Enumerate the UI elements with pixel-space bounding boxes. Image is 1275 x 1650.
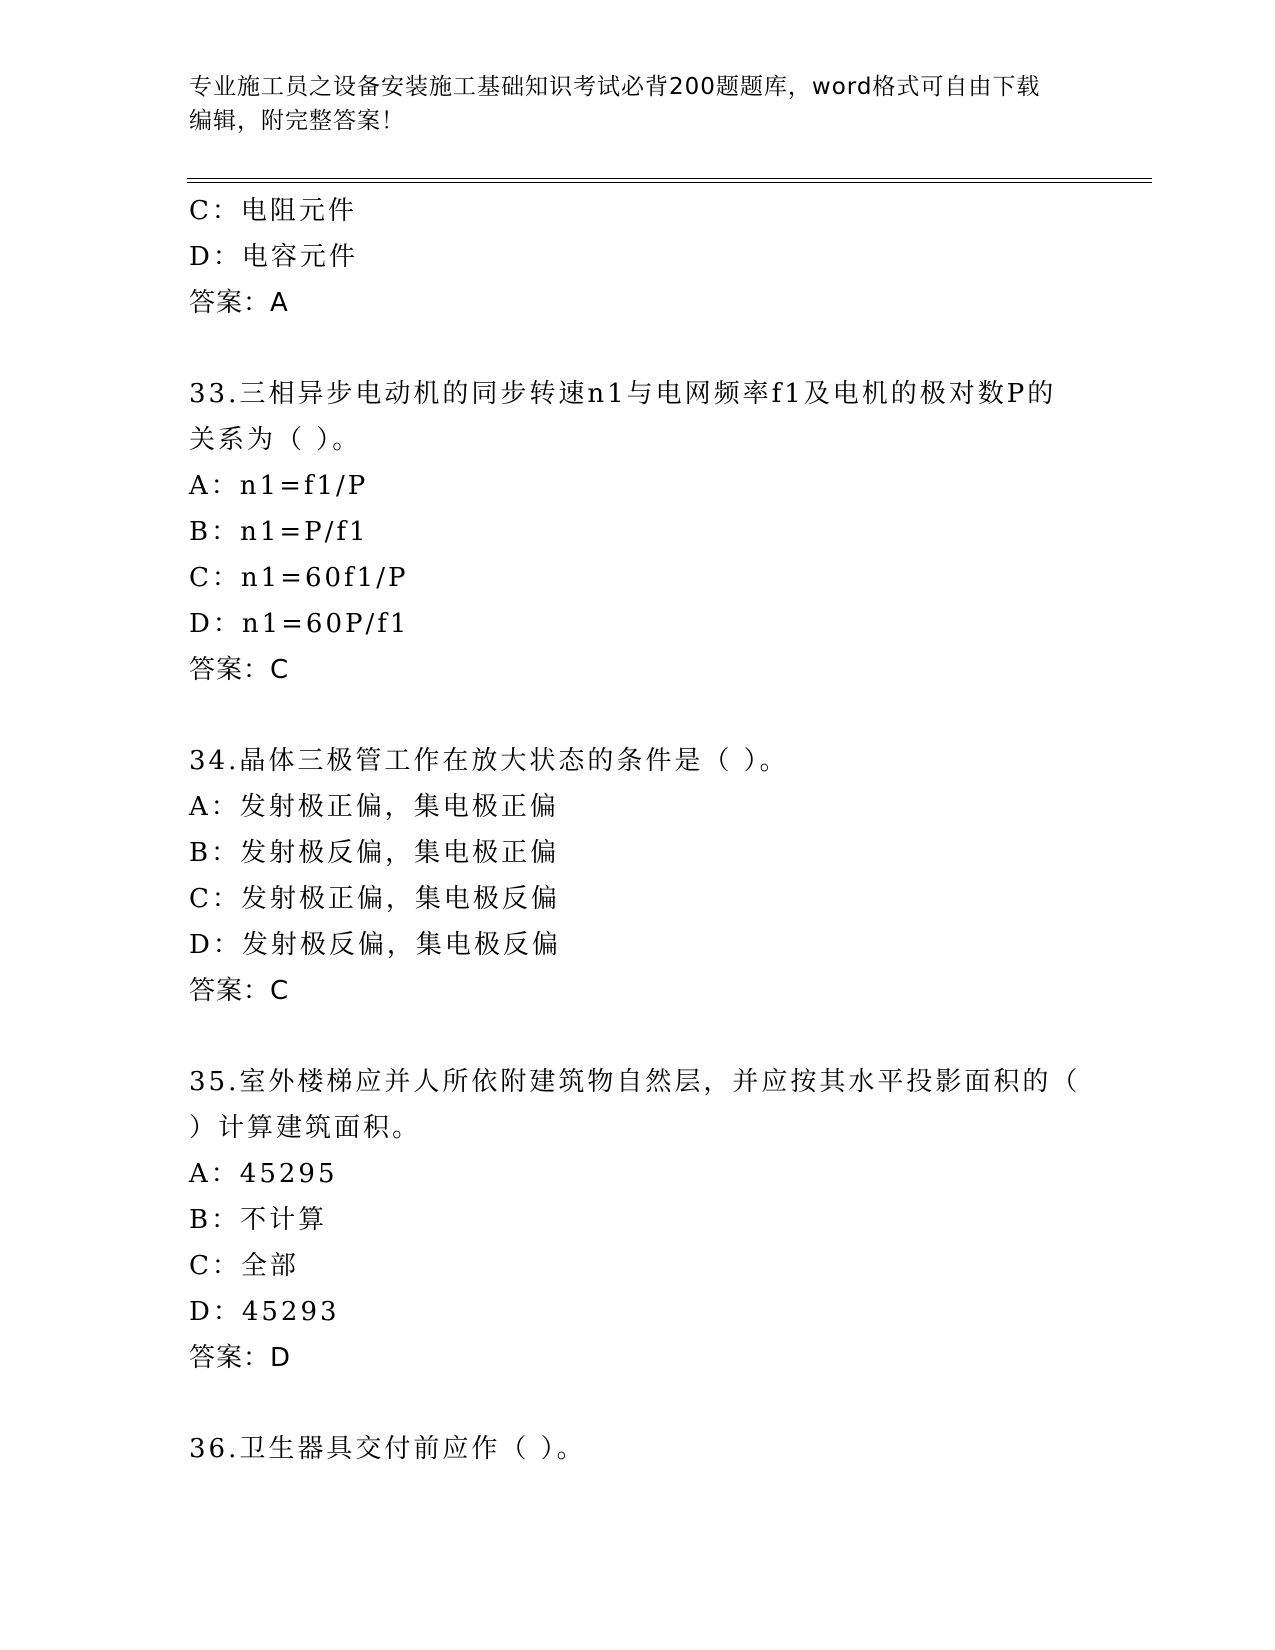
option-d: D：n1=60P/f1 bbox=[189, 609, 410, 639]
option-b: B：发射极反偏，集电极正偏 bbox=[189, 838, 560, 868]
option-a: A：45295 bbox=[189, 1159, 338, 1189]
question-stem: 34.晶体三极管工作在放大状态的条件是（ ）。 bbox=[189, 746, 789, 776]
option-d: D：电容元件 bbox=[189, 242, 358, 272]
option-c: C：发射极正偏，集电极反偏 bbox=[189, 884, 560, 914]
question-fragment bbox=[189, 188, 1089, 326]
header-title-line-2: 编辑，附完整答案！ bbox=[189, 108, 405, 134]
question-33 bbox=[189, 371, 1089, 693]
option-d: D：发射极反偏，集电极反偏 bbox=[189, 930, 561, 960]
document-header bbox=[189, 70, 1089, 138]
option-b: B：n1=P/f1 bbox=[189, 517, 369, 547]
option-b: B：不计算 bbox=[189, 1205, 328, 1235]
option-c: C：n1=60f1/P bbox=[189, 563, 409, 593]
question-stem: 35.室外楼梯应并人所依附建筑物自然层，并应按其水平投影面积的（ bbox=[189, 1067, 1081, 1097]
question-list bbox=[189, 188, 1089, 1472]
option-c: C：全部 bbox=[189, 1251, 299, 1281]
question-34 bbox=[189, 738, 1089, 1014]
question-36 bbox=[189, 1426, 1089, 1472]
question-stem: 33.三相异步电动机的同步转速n1与电网频率f1及电机的极对数P的 bbox=[189, 379, 1057, 409]
option-a: A：n1=f1/P bbox=[189, 471, 369, 501]
header-title-line-1: 专业施工员之设备安装施工基础知识考试必背200题题库，word格式可自由下载 bbox=[189, 74, 1041, 100]
answer-label: 答案：C bbox=[189, 976, 290, 1006]
question-stem: 36.卫生器具交付前应作（ ）。 bbox=[189, 1434, 586, 1464]
answer-label: 答案：D bbox=[189, 1343, 292, 1373]
option-d: D：45293 bbox=[189, 1297, 340, 1327]
question-stem-continued: 关系为（ ）。 bbox=[189, 425, 362, 455]
answer-label: 答案：A bbox=[189, 288, 289, 318]
option-a: A：发射极正偏，集电极正偏 bbox=[189, 792, 559, 822]
question-35 bbox=[189, 1059, 1089, 1381]
header-divider bbox=[187, 178, 1152, 183]
answer-label: 答案：C bbox=[189, 655, 290, 685]
question-stem-continued: ）计算建筑面积。 bbox=[189, 1113, 422, 1143]
option-c: C：电阻元件 bbox=[189, 196, 357, 226]
